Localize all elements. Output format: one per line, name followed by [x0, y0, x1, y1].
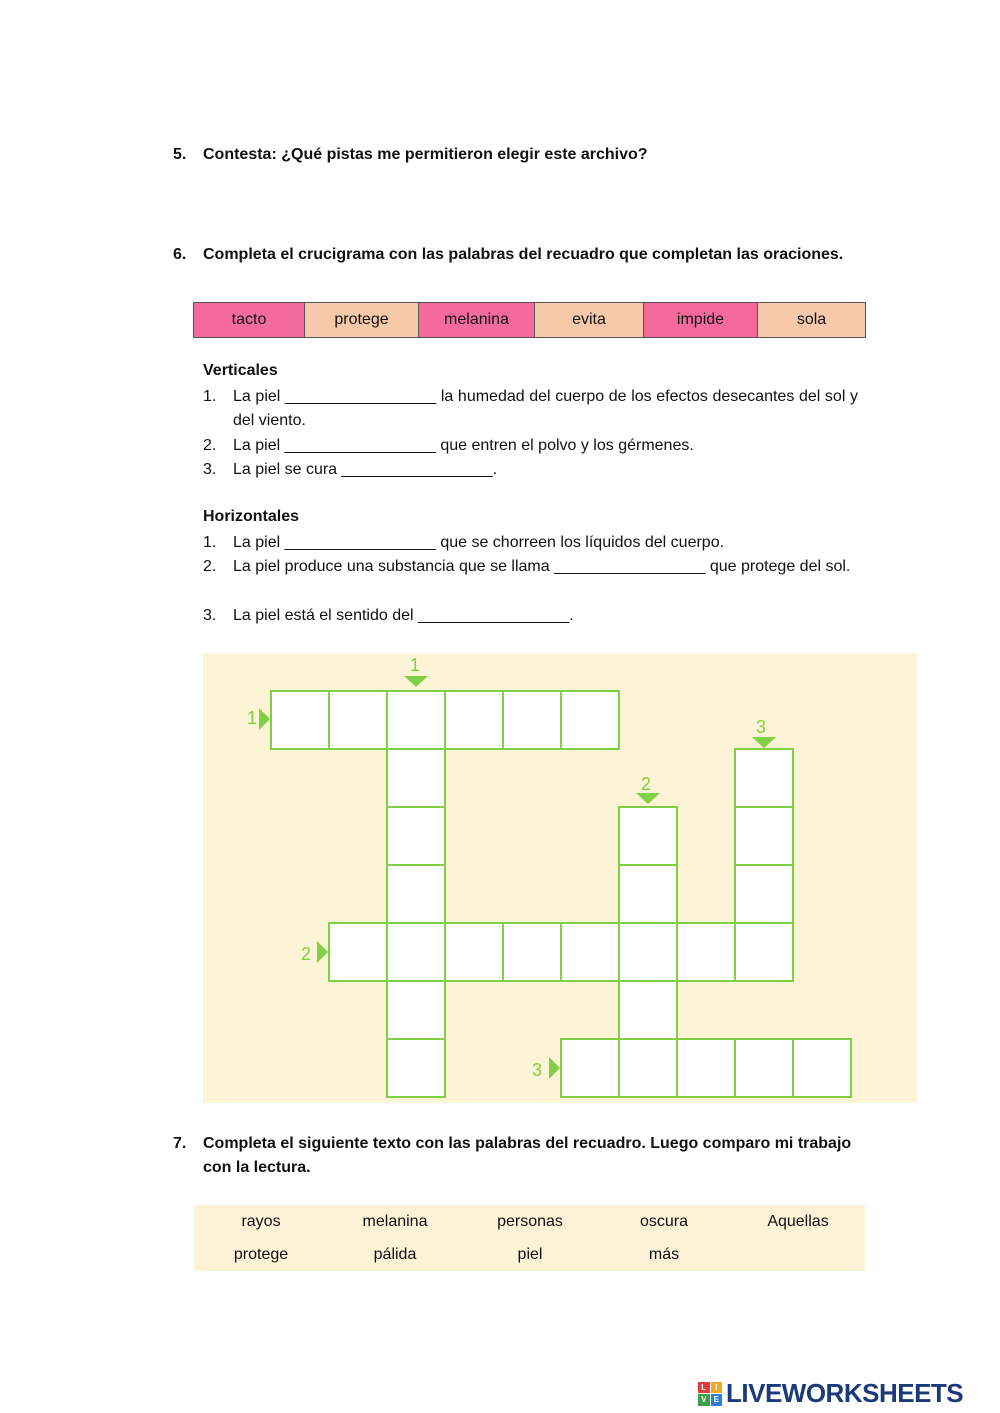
question-7	[173, 1132, 863, 1180]
logo-text: LIVEWORKSHEETS	[726, 1378, 964, 1408]
vertical-clue-3	[203, 458, 858, 482]
horizontal-clue-1	[203, 531, 858, 555]
bank-word: pálida	[373, 1246, 417, 1263]
clue-number: 2.	[203, 437, 217, 454]
across-label-1: 1	[247, 708, 258, 728]
word-cell-evita: evita	[535, 303, 644, 337]
down-label-3: 3	[756, 717, 767, 737]
clue-text: La piel se cura _________________.	[233, 461, 498, 478]
crossword-cell[interactable]	[329, 923, 387, 981]
word-cell-impide: impide	[644, 303, 758, 337]
bank-word: protege	[233, 1246, 289, 1263]
word-cell-melanina: melanina	[419, 303, 535, 337]
horizontales-title: Horizontales	[203, 508, 300, 525]
crossword-cell[interactable]	[503, 691, 561, 749]
crossword-cell[interactable]	[271, 691, 329, 749]
liveworksheets-logo	[698, 1378, 963, 1409]
crossword-cell[interactable]	[619, 923, 677, 981]
clue-text: La piel _________________ que entren el polvo y los gérmenes.	[233, 437, 694, 454]
crossword-cell[interactable]	[387, 923, 445, 981]
vertical-clue-2	[203, 434, 858, 458]
clue-number: 2.	[203, 558, 217, 575]
down-arrow-1-icon	[404, 676, 428, 687]
bank-word: melanina	[362, 1213, 428, 1230]
crossword-cell[interactable]	[793, 1039, 851, 1097]
crossword-cell[interactable]	[387, 807, 445, 865]
across-arrow-1-icon	[259, 708, 270, 730]
down-label-1: 1	[410, 655, 421, 675]
crossword-cell[interactable]	[445, 923, 503, 981]
logo-badge-icon: L I V E	[698, 1382, 722, 1406]
bank-word: rayos	[241, 1213, 281, 1230]
crossword-cell[interactable]	[619, 807, 677, 865]
crossword-cell[interactable]	[387, 749, 445, 807]
crossword-cell[interactable]	[619, 981, 677, 1039]
word-cell-sola: sola	[758, 303, 865, 337]
clue-text: La piel produce una substancia que se llama _________________ que protege del sol.	[233, 558, 851, 575]
crossword-cell[interactable]	[387, 865, 445, 923]
vertical-clue-1	[203, 385, 858, 433]
question-number: 7.	[173, 1135, 187, 1152]
horizontal-clue-2	[203, 555, 858, 579]
word-cell-tacto: tacto	[194, 303, 305, 337]
clue-text: La piel _________________ la humedad del cuerpo de los efectos desecantes del sol y del viento.	[233, 388, 858, 429]
crossword-cell[interactable]	[387, 691, 445, 749]
question-text: Completa el siguiente texto con las palabras del recuadro. Luego comparo mi trabajo con la lectura.	[203, 1135, 852, 1176]
word-box	[193, 302, 866, 338]
word-cell-protege: protege	[305, 303, 419, 337]
crossword-cell[interactable]	[735, 749, 793, 807]
across-arrow-3-icon	[549, 1057, 560, 1079]
question-5	[173, 143, 863, 167]
question-text: Contesta: ¿Qué pistas me permitieron elegir este archivo?	[203, 146, 648, 163]
question-number: 6.	[173, 246, 187, 263]
down-label-2: 2	[641, 774, 652, 794]
clue-number: 1.	[203, 534, 217, 551]
crossword-cell[interactable]	[735, 865, 793, 923]
crossword-cell[interactable]	[735, 923, 793, 981]
crossword-cell[interactable]	[619, 1039, 677, 1097]
clue-number: 3.	[203, 461, 217, 478]
clue-text: La piel _________________ que se chorreen los líquidos del cuerpo.	[233, 534, 725, 551]
crossword-cell[interactable]	[677, 923, 735, 981]
bank-word: piel	[517, 1246, 543, 1263]
crossword-cell[interactable]	[677, 1039, 735, 1097]
crossword-cell[interactable]	[619, 865, 677, 923]
across-arrow-2-icon	[317, 941, 328, 963]
down-arrow-2-icon	[636, 793, 660, 804]
verticales-title: Verticales	[203, 362, 278, 379]
clue-number: 1.	[203, 388, 217, 405]
crossword-cell[interactable]	[329, 691, 387, 749]
bank-word: personas	[497, 1213, 563, 1230]
horizontal-clue-3	[203, 604, 858, 628]
crossword-grid	[203, 653, 917, 1103]
crossword-cell[interactable]	[561, 923, 619, 981]
clue-number: 3.	[203, 607, 217, 624]
crossword-cell[interactable]	[387, 1039, 445, 1097]
crossword-cell[interactable]	[735, 1039, 793, 1097]
crossword-cell[interactable]	[561, 691, 619, 749]
across-label-3: 3	[532, 1060, 543, 1080]
crossword	[203, 653, 917, 1103]
crossword-cell[interactable]	[561, 1039, 619, 1097]
crossword-cell[interactable]	[735, 807, 793, 865]
question-6	[173, 243, 863, 267]
down-arrow-3-icon	[752, 737, 776, 748]
question-number: 5.	[173, 146, 187, 163]
question-text: Completa el crucigrama con las palabras del recuadro que completan las oraciones.	[203, 246, 844, 263]
crossword-cell[interactable]	[445, 691, 503, 749]
crossword-cell[interactable]	[503, 923, 561, 981]
bank-word: Aquellas	[767, 1213, 829, 1230]
clue-text: La piel está el sentido del _________________.	[233, 607, 574, 624]
bank-word: más	[648, 1246, 680, 1263]
crossword-cell[interactable]	[387, 981, 445, 1039]
across-label-2: 2	[301, 944, 312, 964]
word-bank	[194, 1205, 865, 1271]
bank-word: oscura	[639, 1213, 689, 1230]
